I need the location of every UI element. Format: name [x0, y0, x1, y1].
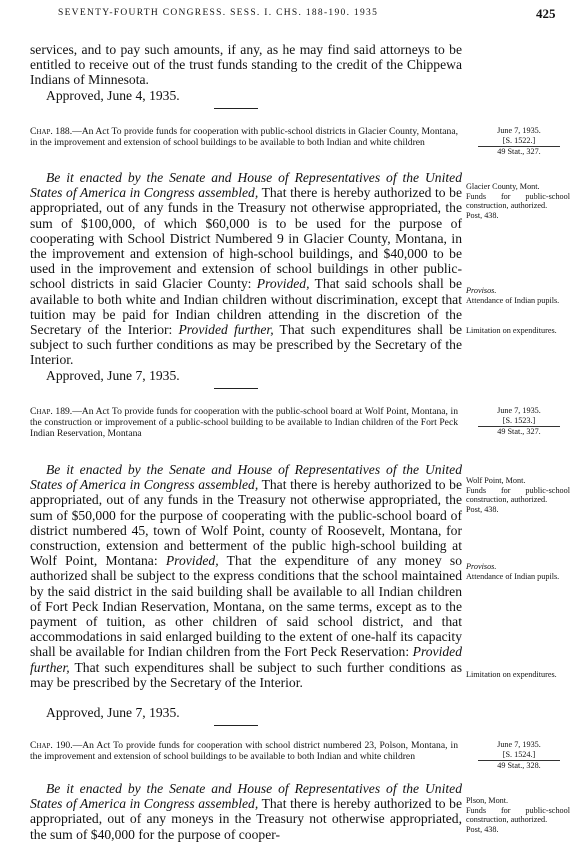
margin-provisos-sub: Attendance of Indian pupils.: [466, 295, 560, 305]
body-text: That said schools shall be available to both white and Indian children without discrimination, except that tuition may be paid for Indian children attending in the discretion of the Secretary of the Interior:: [30, 276, 462, 338]
continuation-paragraph: [30, 42, 462, 88]
margin-sub: Funds for public-school construction, authorized.: [466, 485, 570, 505]
approved-line: Approved, June 7, 1935.: [46, 368, 180, 383]
body-text: That the expenditure of any money so authorized shall be subject to the express conditions that the school maintained by the said district in the said building shall be available to all Indian children of Fort Peck Indian Reservation, Montana, on the same terms, except as to the payment of tuition, as other children of said school district, and that accommodations in said enlarged building to the extent of one-half its capacity shall be available for Indian children from the Fort Peck Reservation:: [30, 553, 462, 660]
chapter-heading: [30, 740, 458, 762]
margin-topic: Plson, Mont.: [466, 796, 509, 805]
citation-stat: 49 Stat., 328.: [497, 761, 541, 771]
margin-limit: Limitation on expenditures.: [466, 326, 557, 335]
section-rule: [214, 388, 258, 389]
act-body: [30, 170, 462, 368]
margin-limit: Limitation on expenditures.: [466, 670, 557, 679]
marginal-note: [466, 182, 570, 220]
margin-provisos: Provisos.: [466, 286, 497, 295]
citation-bill: [S. 1524.]: [478, 750, 560, 762]
chapter-heading: [30, 126, 458, 148]
citation-block: [478, 406, 560, 437]
marginal-note-provisos: [466, 562, 570, 581]
chapter-label: Chap. 188.: [30, 126, 73, 137]
marginal-note-provisos: [466, 286, 570, 305]
proviso-marker: Provided,: [165, 553, 219, 569]
section-rule: [214, 725, 258, 726]
margin-ref: Post, 438.: [466, 504, 499, 514]
page-number: 425: [536, 6, 556, 21]
enacting-clause: Be it enacted by the Senate and House of Representatives of the United States of America in Congress assembled,: [30, 781, 462, 812]
running-header: [0, 8, 578, 22]
approved-line: Approved, June 7, 1935.: [46, 705, 180, 720]
chapter-title: —An Act To provide funds for cooperation with public-school districts in Glacier County, Montana, in the improvement and extension of school buildings to be available to both Indian and white children: [30, 126, 458, 148]
citation-block: [478, 126, 560, 157]
continuation-text: services, and to pay such amounts, if any, as he may find said attorneys to be entitled to receive out of the trust funds standing to the credit of the Chippewa Indians of Minnesota.: [30, 42, 462, 88]
margin-ref: Post, 438.: [466, 824, 499, 834]
chapter-label: Chap. 189.: [30, 406, 73, 417]
body-text: That there is hereby authorized to be appropriated, out of any funds in the Treasury not otherwise appropriated, the sum of $50,000 for the purpose of cooperating with the public-school board of district numbered 45, town of Wolf Point, county of Roosevelt, Montana, for construction, extension and betterment of the public high-school building at Wolf Point, Montana:: [30, 477, 462, 569]
marginal-note-limitation: [466, 670, 570, 680]
chapter-title: —An Act To provide funds for cooperation with the public-school board at Wolf Point, Montana, in the construction or improvement of a public-school building to be available to Indian children of the Fort Peck Indian Reservation, Montana: [30, 406, 458, 439]
enacting-clause: Be it enacted by the Senate and House of Representatives of the United States of America in Congress assembled,: [30, 170, 462, 201]
citation-stat: 49 Stat., 327.: [497, 147, 541, 157]
margin-ref: Post, 438.: [466, 210, 499, 220]
citation-bill: [S. 1522.]: [478, 136, 560, 148]
body-text: That there is hereby authorized to be appropriated, out of any funds in the Treasury not otherwise appropriated, the sum of $100,000, of which $60,000 is to be used for the purpose of cooperating with School District Numbered 9 in Glacier County, Montana, in the improvement and extension of high-school buildings, and $40,000 to be used in the improvement and extension of school buildings in other public-school districts in said Glacier County:: [30, 185, 462, 292]
citation-date: June 7, 1935.: [497, 126, 541, 135]
proviso-marker: Provided,: [256, 276, 310, 292]
citation-date: June 7, 1935.: [497, 406, 541, 415]
margin-sub: Funds for public-school construction, authorized.: [466, 805, 570, 825]
marginal-note-limitation: [466, 326, 570, 336]
margin-provisos-sub: Attendance of Indian pupils.: [466, 571, 560, 581]
enacting-clause: Be it enacted by the Senate and House of Representatives of the United States of America in Congress assembled,: [30, 462, 462, 493]
citation-block: [478, 740, 560, 771]
act-paragraph: [30, 462, 462, 690]
body-text: That such expenditures shall be subject to such further conditions as may be prescribed by the Secretary of the Interior.: [30, 322, 463, 368]
proviso-marker: Provided further,: [178, 322, 274, 338]
margin-topic: Glacier County, Mont.: [466, 182, 540, 191]
margin-sub: Funds for public-school construction, authorized.: [466, 191, 570, 211]
act-body: [30, 462, 462, 690]
marginal-note: [466, 796, 570, 834]
section-rule: [214, 108, 258, 109]
chapter-title: —An Act To provide funds for cooperation with school district numbered 23, Polson, Montana, in the improvement and extension of school buildings to be available to both Indian and white children: [30, 740, 458, 762]
chapter-heading: [30, 406, 458, 439]
approved-line: Approved, June 4, 1935.: [46, 88, 180, 103]
margin-topic: Wolf Point, Mont.: [466, 476, 526, 485]
proviso-marker: Provided further,: [30, 644, 462, 675]
body-text: That such expenditures shall be subject to such further conditions as may be prescribed by the Secretary of the Interior.: [30, 659, 462, 690]
citation-date: June 7, 1935.: [497, 740, 541, 749]
act-paragraph: [30, 170, 462, 368]
margin-provisos: Provisos.: [466, 562, 497, 571]
citation-stat: 49 Stat., 327.: [497, 427, 541, 437]
act-paragraph: [30, 781, 462, 842]
running-head: SEVENTY-FOURTH CONGRESS. SESS. I. CHS. 188-190. 1935: [58, 8, 379, 18]
act-body: [30, 781, 462, 842]
chapter-label: Chap. 190.: [30, 740, 73, 751]
marginal-note: [466, 476, 570, 514]
citation-bill: [S. 1523.]: [478, 416, 560, 428]
body-text: That there is hereby authorized to be appropriated, out of any moneys in the Treasury not otherwise appropriated, the sum of $40,000 for the purpose of cooper-: [30, 796, 462, 842]
